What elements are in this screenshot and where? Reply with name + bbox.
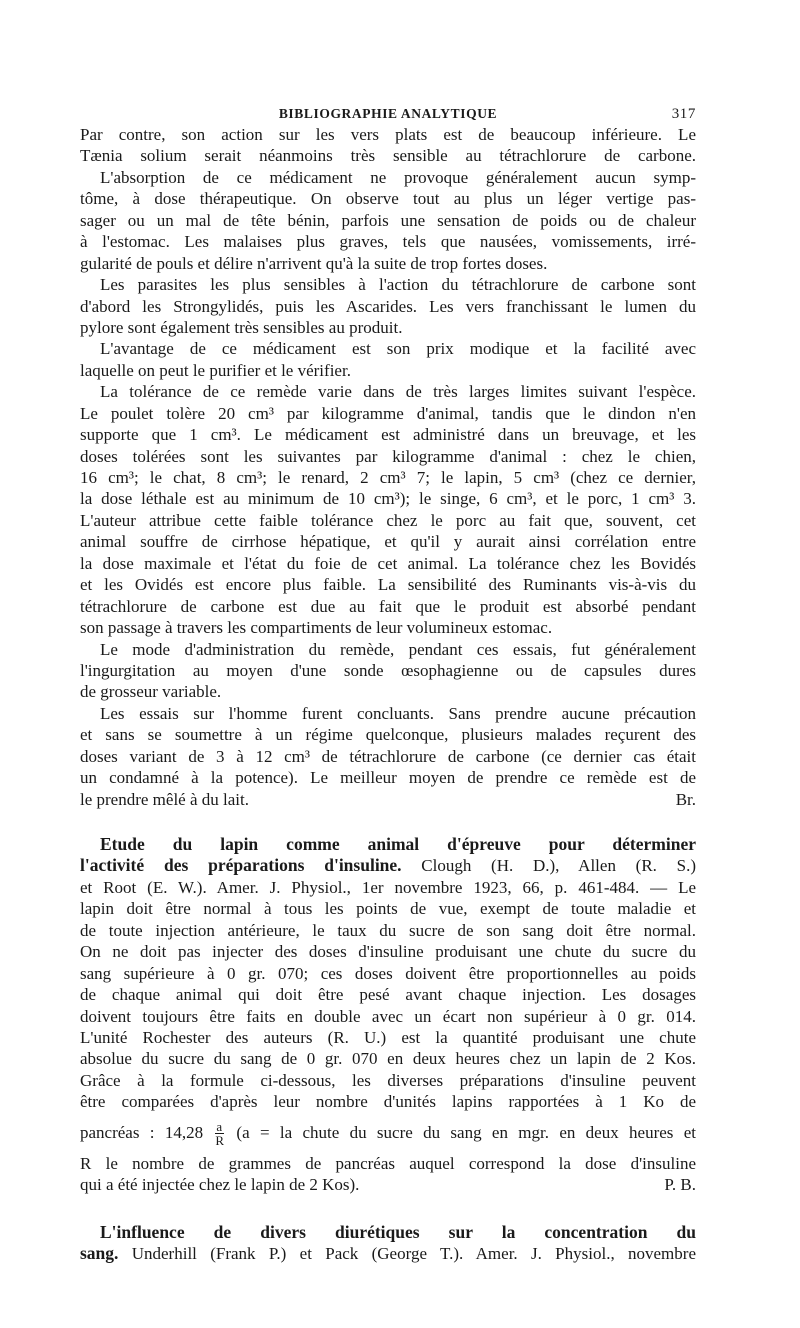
running-header [80,100,696,124]
article-title: sang. [80,1243,119,1263]
text-line: le prendre mêlé à du lait. [80,789,249,809]
text-line: de chaque animal qui doit être pesé avant chaque injection. Les dosages [80,985,696,1005]
text-line: de grosseur variable. [80,682,222,702]
text-line: L'unité Rochester des auteurs (R. U.) est la quantité produisant une chute [80,1027,696,1047]
formula-line [80,1113,696,1153]
text-line: On ne doit pas injecter des doses d'insuline produisant une chute du sucre du [80,942,696,962]
text-line: Tænia solium serait néanmoins très sensible au tétrachlorure de carbone. [80,146,696,166]
text-line: absolue du sucre du sang de 0 gr. 070 en deux heures chez un lapin de 2 Kos. [80,1049,696,1069]
article-tetrachlorure [80,124,696,810]
article-title-line [80,834,696,855]
text-line: d'abord les Strongylidés, puis les Ascarides. Les vers franchissant le lumen du [80,296,696,316]
text-line-signed [80,789,696,810]
text-line: La tolérance de ce remède varie dans de très larges limites suivant l'espèce. [100,382,696,402]
text-line: doses variant de 3 à 12 cm³ de tétrachlorure de carbone (ce dernier cas était [80,746,696,766]
author-signature: P. B. [664,1175,696,1195]
text-line-signed [80,1174,696,1195]
text-line: Par contre, son action sur les vers plats est de beaucoup inférieure. Le [80,125,696,144]
text-line: et les Ovidés est encore plus faible. La sensibilité des Ruminants vis-à-vis du [80,575,696,595]
text-line: L'auteur attribue cette faible tolérance chez le porc au fait que, souvent, cet [80,510,696,530]
text-line: sang supérieure à 0 gr. 070; ces doses doivent être proportionnelles au poids [80,963,696,983]
article-diuretiques [80,1222,696,1265]
text-line: Les parasites les plus sensibles à l'action du tétrachlorure de carbone sont [100,275,696,295]
article-title: Etude du lapin comme animal d'épreuve pour déterminer [100,834,696,854]
text-line: être comparées d'après leur nombre d'unités lapins rapportées à 1 Ko de [80,1092,696,1112]
fraction-numerator: a [216,1119,223,1135]
fraction [215,1120,224,1147]
fraction-denominator: R [215,1133,225,1149]
text-line: animal souffre de cirrhose hépatique, et qu'il y aurait ainsi corrélation entre [80,532,696,552]
text-line: Les essais sur l'homme furent concluants. Sans prendre aucune précaution [100,703,696,723]
text-line: doses tolérées sont les suivantes par kilogramme d'animal : chez le chien, [80,446,696,466]
formula-suffix: (a = la chute du sucre du sang en mgr. en deux heures et [236,1122,697,1142]
article-title-line [80,1222,696,1243]
page [80,100,696,1264]
text-line: gularité de pouls et délire n'arrivent qu'à la suite de trop fortes doses. [80,253,548,273]
text-line: la dose léthale est au minimum de 10 cm³); le singe, 6 cm³, et le porc, 1 cm³ 3. [80,489,696,509]
text-line: Grâce à la formule ci-dessous, les diverses préparations d'insuline peuvent [80,1070,696,1090]
citation-line: et Root (E. W.). Amer. J. Physiol., 1er novembre 1923, 66, p. 461-484. — Le [80,877,696,897]
text-line: et sans se soumettre à un régime quelconque, plusieurs malades reçurent des [80,725,696,745]
text-line: la dose maximale et l'état du foie de cet animal. La tolérance chez les Bovidés [80,553,696,573]
text-line: Le poulet tolère 20 cm³ par kilogramme d'animal, tandis que le dindon n'en [80,403,696,423]
article-insuline [80,834,696,1196]
text-line: R le nombre de grammes de pancréas auquel correspond la dose d'insuline [80,1153,696,1173]
text-line: doivent toujours être faits en double avec un écart non supérieur à 0 gr. 014. [80,1006,696,1026]
article-title: l'activité des préparations d'insuline. [80,855,402,876]
text-line: L'avantage de ce médicament est son prix modique et la facilité avec [100,339,696,359]
spacer [80,1196,696,1222]
spacer [80,810,696,834]
article-authors: Clough (H. D.), Allen (R. S.) [401,856,696,876]
running-title: BIBLIOGRAPHIE ANALYTIQUE [278,106,498,121]
text-line: supporte que 1 cm³. Le médicament est administré dans un breuvage, et les [80,425,696,445]
text-line: à l'estomac. Les malaises plus graves, tels que nausées, vomissements, irré- [80,232,696,252]
formula-prefix: pancréas : 14,28 [80,1122,204,1142]
article-authors: Underhill (Frank P.) et Pack (George T.). Amer. J. Physiol., novembre [118,1244,696,1263]
text-line: tôme, à dose thérapeutique. On observe tout au plus un léger vertige pas- [80,189,696,209]
article-title: L'influence de divers diurétiques sur la concentration du [100,1221,696,1242]
text-line: l'ingurgitation au moyen d'une sonde œsophagienne ou de capsules dures [80,660,696,680]
text-line: de toute injection antérieure, le taux du sucre de son sang doit être normal. [80,920,696,940]
text-line: tétrachlorure de carbone est due au fait que le produit est absorbé pendant [80,596,696,616]
author-signature: Br. [675,789,696,809]
article-title-line [80,1243,696,1264]
text-line: sager ou un mal de tête bénin, parfois une sensation de poids ou de chaleur [80,210,696,230]
article-title-line [80,855,696,876]
text-line: un condamné à la potence). Le meilleur moyen de prendre ce remède est de [80,768,696,788]
text-line: laquelle on peut le purifier et le vérifier. [80,360,351,380]
text-line: Le mode d'administration du remède, pendant ces essais, fut généralement [100,639,696,659]
page-number: 317 [671,106,696,122]
text-line: lapin doit être normal à tous les points de vue, exempt de toute maladie et [80,899,696,919]
text-line: L'absorption de ce médicament ne provoque généralement aucun symp- [100,167,696,187]
text-line: qui a été injectée chez le lapin de 2 Kos). [80,1175,360,1195]
text-line: pylore sont également très sensibles au produit. [80,317,403,337]
text-line: 16 cm³; le chat, 8 cm³; le renard, 2 cm³ 7; le lapin, 5 cm³ (chez ce dernier, [80,468,696,487]
text-line: son passage à travers les compartiments de leur volumineux estomac. [80,618,553,638]
